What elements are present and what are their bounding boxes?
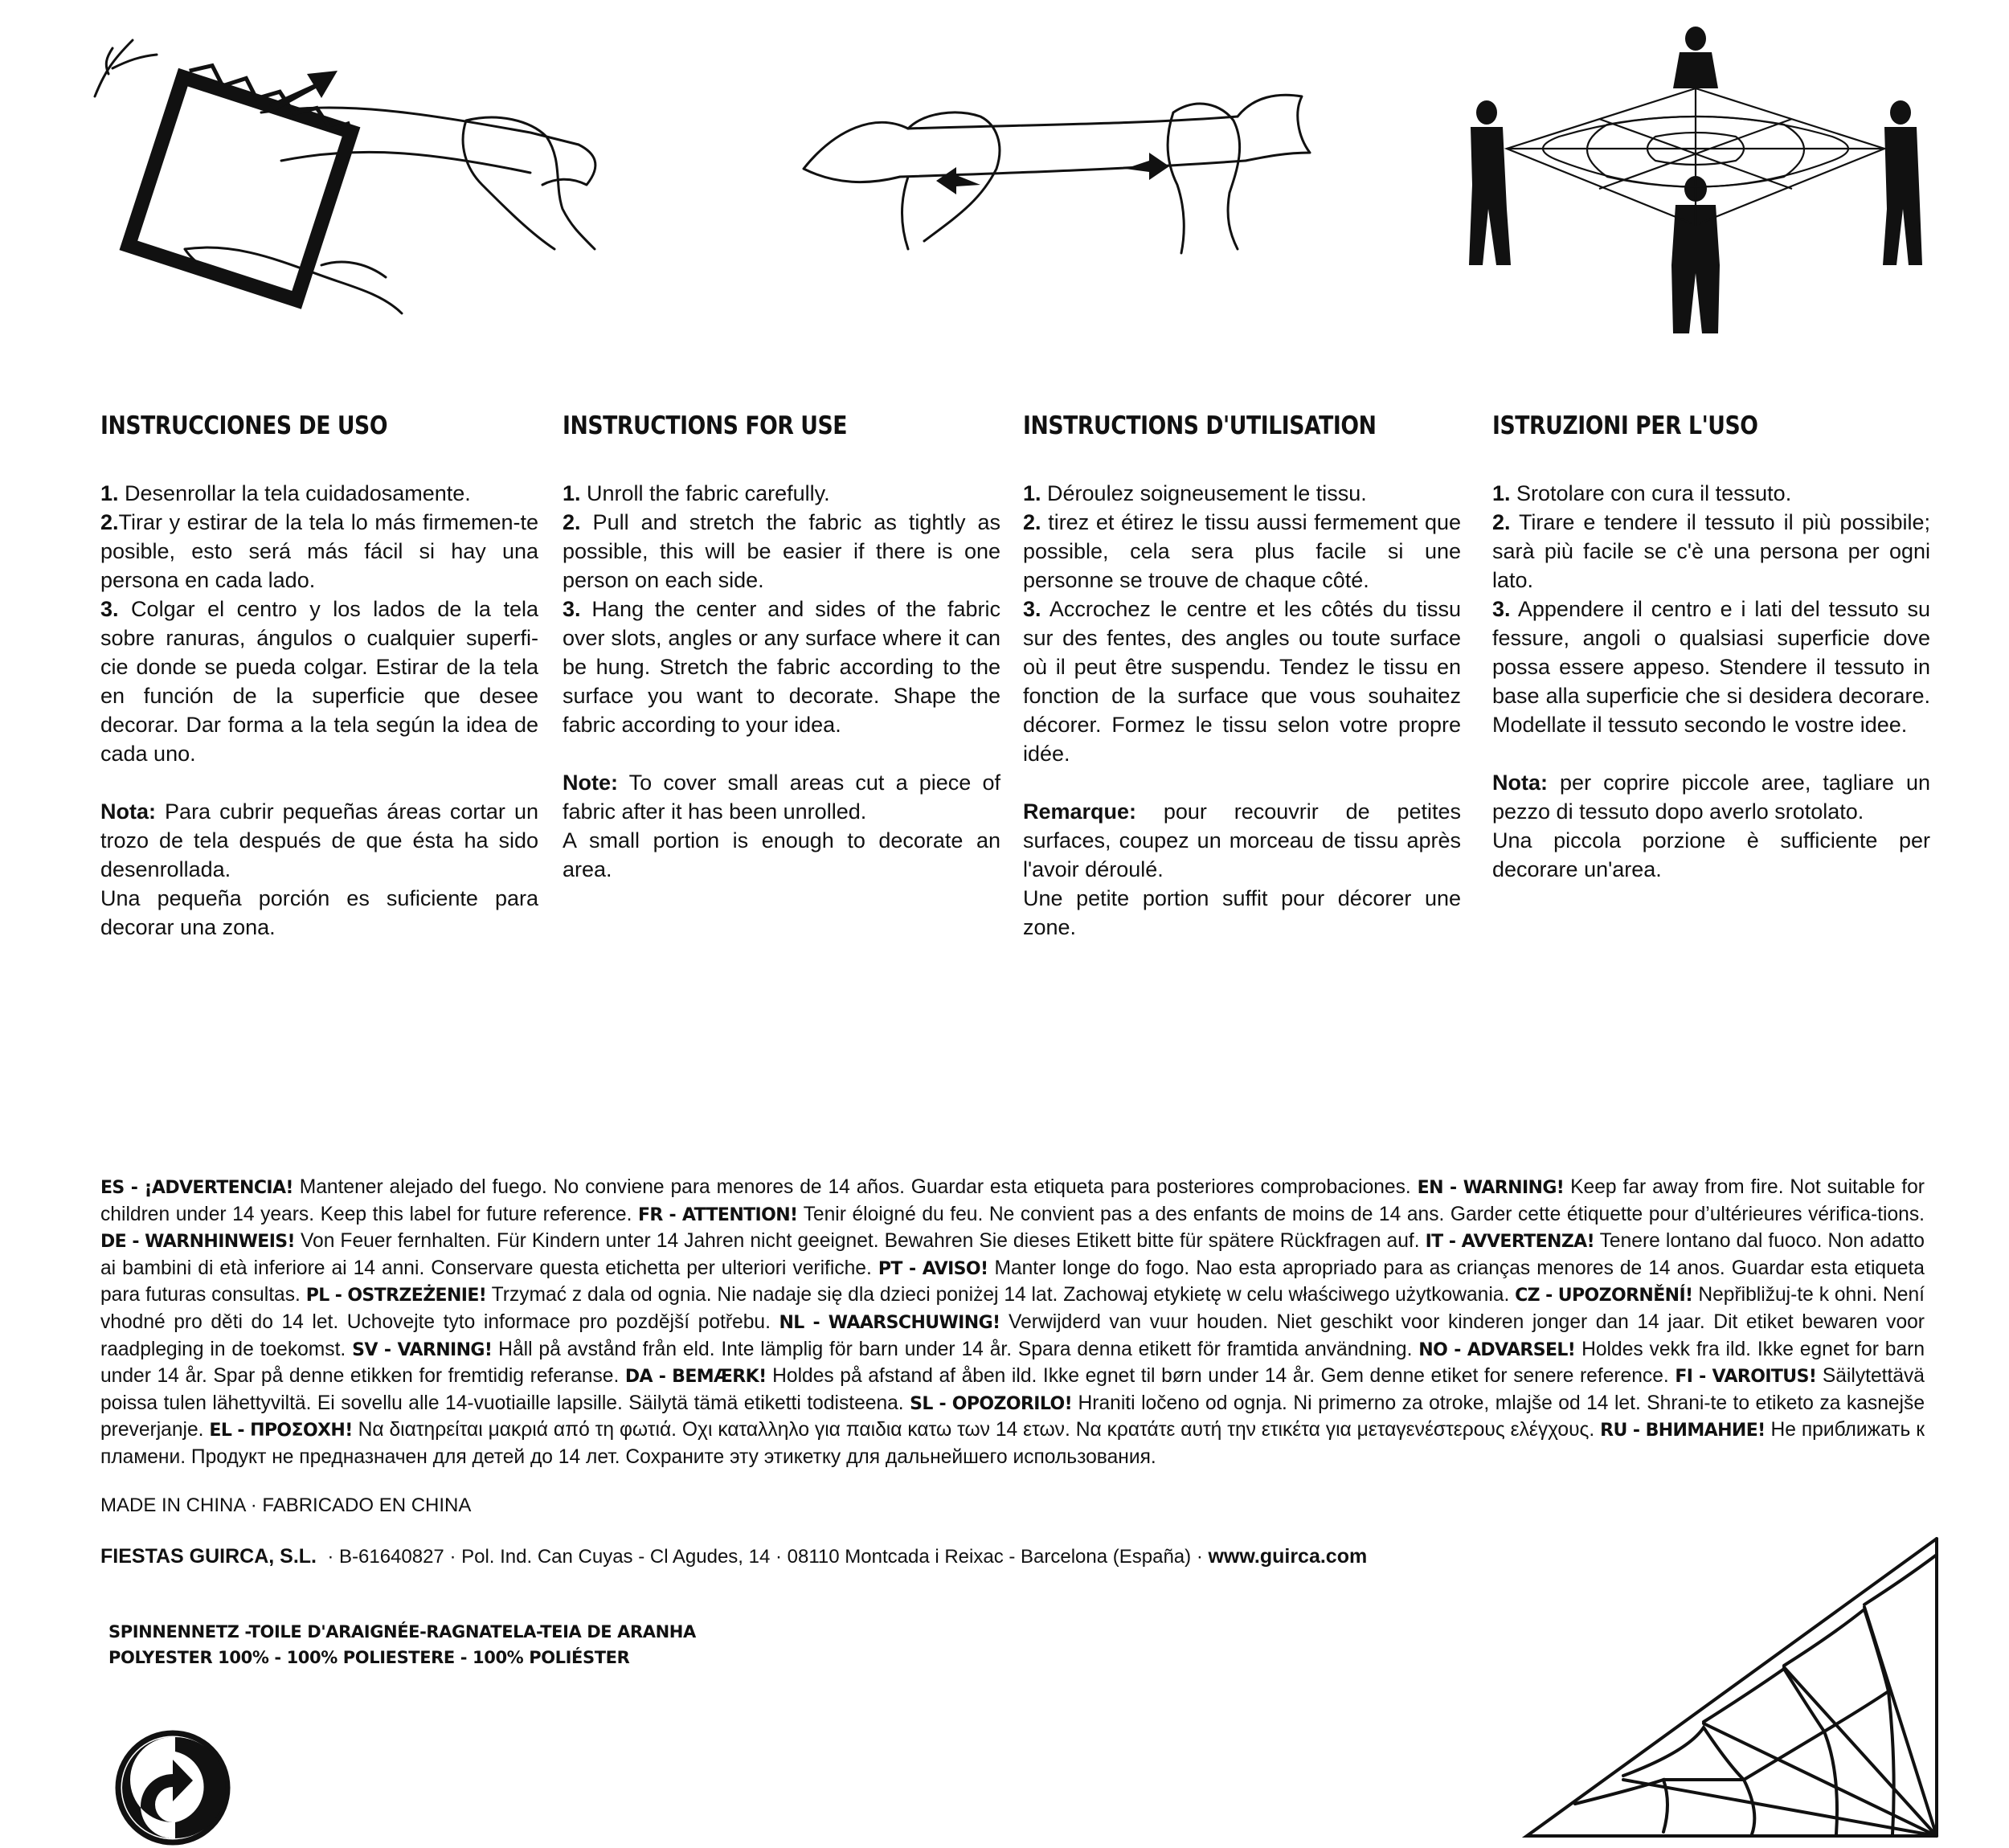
warning-label: ES - ¡ADVERTENCIA! [100,1178,293,1198]
spiderweb-corner-icon [1519,1539,1937,1844]
company-info [100,1545,1367,1568]
warning-label: EL - ΠΡΟΣΟΧΗ! [209,1421,353,1441]
warning-text: Holdes vekk fra ild. Ikke egnet for barn under 14 år. Spar på denne etikken for fremtidig referanse. [100,1338,1925,1388]
column-title: ISTRUZIONI PER L'USO [1492,411,1758,440]
note-text: To cover small areas cut a piece of fabric after it has been unrolled. [563,771,1000,824]
warning-label: IT - AVVERTENZA! [1425,1232,1595,1253]
step-number: 3. [1492,597,1511,621]
warning-text: Säilytettävä poissa tulen lähettyviltä. Ei sovellu alle 14-vuotiaille lapsille. Säilytä tämä etiketti todisteena. [100,1365,1925,1414]
note-extra: Una pequeña porción es suficiente para decorar una zona. [100,886,538,939]
material-composition: POLYESTER 100% - 100% POLIESTERE - 100% POLIÉSTER [108,1648,630,1667]
step-number: 1. [563,481,581,505]
warning-label: RU - ВНИМАНИЕ! [1600,1421,1766,1441]
note-paragraph [1023,797,1461,942]
note-extra: Una piccola porzione è sufficiente per decorare un'area. [1492,828,1930,881]
warning-text: Keep far away from fire. Not suitable for children under 14 years. Keep this label for future reference. [100,1176,1925,1225]
note-label: Remarque: [1023,799,1137,824]
warning-text: Hraniti ločeno od ognja. Ni primerno za otroke, mlajše od 14 let. Shrani-te to etiketo za kasnejše preverjanje. [100,1392,1925,1441]
column-it [1492,411,1930,884]
column-fr [1023,411,1461,942]
company-name: FIESTAS GUIRCA, S.L. [100,1545,317,1568]
step-text: Appendere il centro e i lati del tessuto su fessure, angoli o qualsiasi superficie dove possa essere appeso. Stendere il tessuto in base alla superficie che si desidera decorare. Modellate il tessuto secondo le vostre idee. [1492,597,1930,737]
note-label: Nota: [1492,771,1548,795]
step-number: 2. [563,510,581,534]
stretch-hands-icon [788,80,1334,257]
note-text: per coprire piccole aree, tagliare un pezzo di tessuto dopo averlo srotolato. [1492,771,1930,824]
column-title: INSTRUCTIONS D'UTILISATION [1023,411,1377,440]
step-number: 2. [1023,510,1041,534]
note-paragraph [1492,768,1930,884]
instructions-paragraph [563,479,1000,739]
warning-label: NO - ADVARSEL! [1418,1339,1576,1360]
note-paragraph [100,797,538,942]
warning-text: Von Feuer fernhalten. Für Kindern unter 14 Jahren nicht geeignet. Bewahren Sie dieses Etikett bitte für spätere Rückfragen auf. [294,1230,1426,1253]
warning-text: Mantener alejado del fuego. No conviene para menores de 14 años. Guardar esta etiqueta para posteriores comprobaciones. [293,1176,1418,1198]
warning-label: EN - WARNING! [1417,1178,1565,1198]
warning-label: SL - OPOZORILO! [910,1393,1073,1414]
step-text: Tirar y estirar de la tela lo más firmemen-te posible, esto será más fácil si hay una persona en cada lado. [100,510,538,592]
warning-label: PT - AVISO! [878,1258,988,1279]
step-number: 1. [1023,481,1041,505]
made-in-label: MADE IN CHINA · FABRICADO EN CHINA [100,1494,472,1516]
instructions-paragraph [100,479,538,768]
step-text: Pull and stretch the fabric as tightly as possible, this will be easier if there is one person on each side. [563,510,1000,592]
step-text: Unroll the fabric carefully. [580,481,830,505]
company-website: www.guirca.com [1208,1545,1368,1568]
warning-label: SV - VARNING! [352,1339,493,1360]
note-text: Para cubrir pequeñas áreas cortar un trozo de tela después de que ésta ha sido desenrollada. [100,799,538,881]
step-number: 1. [1492,481,1511,505]
warning-text: Manter longe do fogo. Nao esta apropriado para as crianças menores de 14 anos. Guardar esta etiqueta para futuras consultas. [100,1257,1925,1306]
step-text: Desenrollar la tela cuidadosamente. [118,481,471,505]
warning-text: Nepřibližuj-te k ohni. Není vhodné pro děti do 14 let. Uchovejte tyto informace pro pozdější potřebu. [100,1284,1925,1333]
warning-text: Tenir éloigné du feu. Ne convient pas a des enfants de moins de 14 ans. Garder cette étiquette pour d’ultérieures vérifica-tions. [797,1203,1925,1225]
green-dot-recycle-icon [113,1727,233,1848]
warning-label: FR - ATTENTION! [637,1204,798,1225]
note-extra: Une petite portion suffit pour décorer une zone. [1023,886,1461,939]
note-label: Note: [563,771,618,795]
warning-text: Tenere lontano dal fuoco. Non adatto ai bambini di età inferiore ai 14 anni. Conservare questa etichetta per ulteriori verifiche. [100,1230,1925,1279]
warning-label: PL - OSTRZEŻENIE! [305,1286,487,1306]
step-number: 3. [1023,597,1041,621]
product-name: SPINNENNETZ -TOILE D'ARAIGNÉE-RAGNATELA-TEIA DE ARANHA [108,1622,696,1642]
step-text: tirez et étirez le tissu aussi fermement que possible, cela sera plus facile si une personne se trouve de chaque côté. [1023,510,1461,592]
step-text: Hang the center and sides of the fabric over slots, angles or any surface where it can be hung. Stretch the fabric according to the surface you want to decorate. Shape the fabric according to your idea. [563,597,1000,737]
note-extra: A small portion is enough to decorate an area. [563,828,1000,881]
warning-label: CZ - UPOZORNĚNÍ! [1515,1286,1693,1306]
step-text: Accrochez le centre et les côtés du tissu sur des fentes, des angles ou toute surface où il peut être suspendu. Tendez le tissu en fonction de la surface que vous souhaitez décorer. Formez le tissu selon votre propre idée. [1023,597,1461,766]
warning-label: DA - BEMÆRK! [624,1367,767,1388]
column-title: INSTRUCCIONES DE USO [100,411,388,440]
warning-text: Verwijderd van vuur houden. Niet geschikt voor kinderen jonger dan 14 jaar. Dit etiket bewaren voor raadpleging in de toekomst. [100,1310,1925,1360]
instructions-paragraph [1492,479,1930,739]
column-title: INSTRUCTIONS FOR USE [563,411,848,440]
company-details: · B-61640827 · Pol. Ind. Can Cuyas - Cl Agudes, 14 · 08110 Montcada i Reixac - Barcelona (España) · [317,1546,1209,1568]
step-text: Déroulez soigneusement le tissu. [1041,481,1367,505]
column-es [100,411,538,942]
step-number: 3. [100,597,119,621]
warnings-block [100,1175,1925,1471]
step-text: Colgar el centro y los lados de la tela sobre ranuras, ángulos o cualquier superfi-cie donde se pueda colgar. Estirar de la tela en función de la superficie que desee decorar. Dar forma a la tela según la idea de cada uno. [100,597,538,766]
people-holding-web-icon [1463,24,1929,345]
column-en [563,411,1000,884]
note-label: Nota: [100,799,156,824]
unroll-hand-icon [80,24,627,329]
warning-text: Holdes på afstand af åben ild. Ikke egnet til børn under 14 år. Gem denne etiket for senere reference. [766,1365,1676,1388]
warning-label: NL - WAARSCHUWING! [779,1312,1000,1333]
warning-text: Не приближать к пламени. Продукт не предназначен для детей до 14 лет. Сохраните эту этикетку для дальнейшего использования. [100,1419,1925,1468]
step-text: Srotolare con cura il tessuto. [1510,481,1792,505]
warning-label: DE - WARNHINWEIS! [100,1232,295,1253]
step-number: 1. [100,481,119,505]
step-number: 2. [1492,510,1511,534]
instructions-paragraph [1023,479,1461,768]
step-number: 3. [563,597,581,621]
warning-text: Να διατηρείται μακριά από τη φωτιά. Οχι καταλληλο για παιδια κατω των 14 ετων. Να κρατάτε αυτή την ετικέτα για μεταγενέστερους ελέγχους. [352,1419,1601,1441]
note-paragraph [563,768,1000,884]
step-number: 2. [100,510,119,534]
warning-text: Håll på avstånd från eld. Inte lämplig för barn under 14 år. Spara denna etikett för framtida användning. [492,1338,1419,1360]
warning-label: FI - VAROITUS! [1675,1367,1817,1388]
warning-text: Trzymać z dala od ognia. Nie nadaje się dla dzieci poniżej 14 lat. Zachowaj etykietę w celu właściwego użytkowania. [486,1284,1516,1306]
composition-block [108,1619,696,1670]
note-text: pour recouvrir de petites surfaces, coupez un morceau de tissu après l'avoir déroulé. [1023,799,1461,881]
step-text: Tirare e tendere il tessuto il più possibile; sarà più facile se c'è una persona per ogni lato. [1492,510,1930,592]
